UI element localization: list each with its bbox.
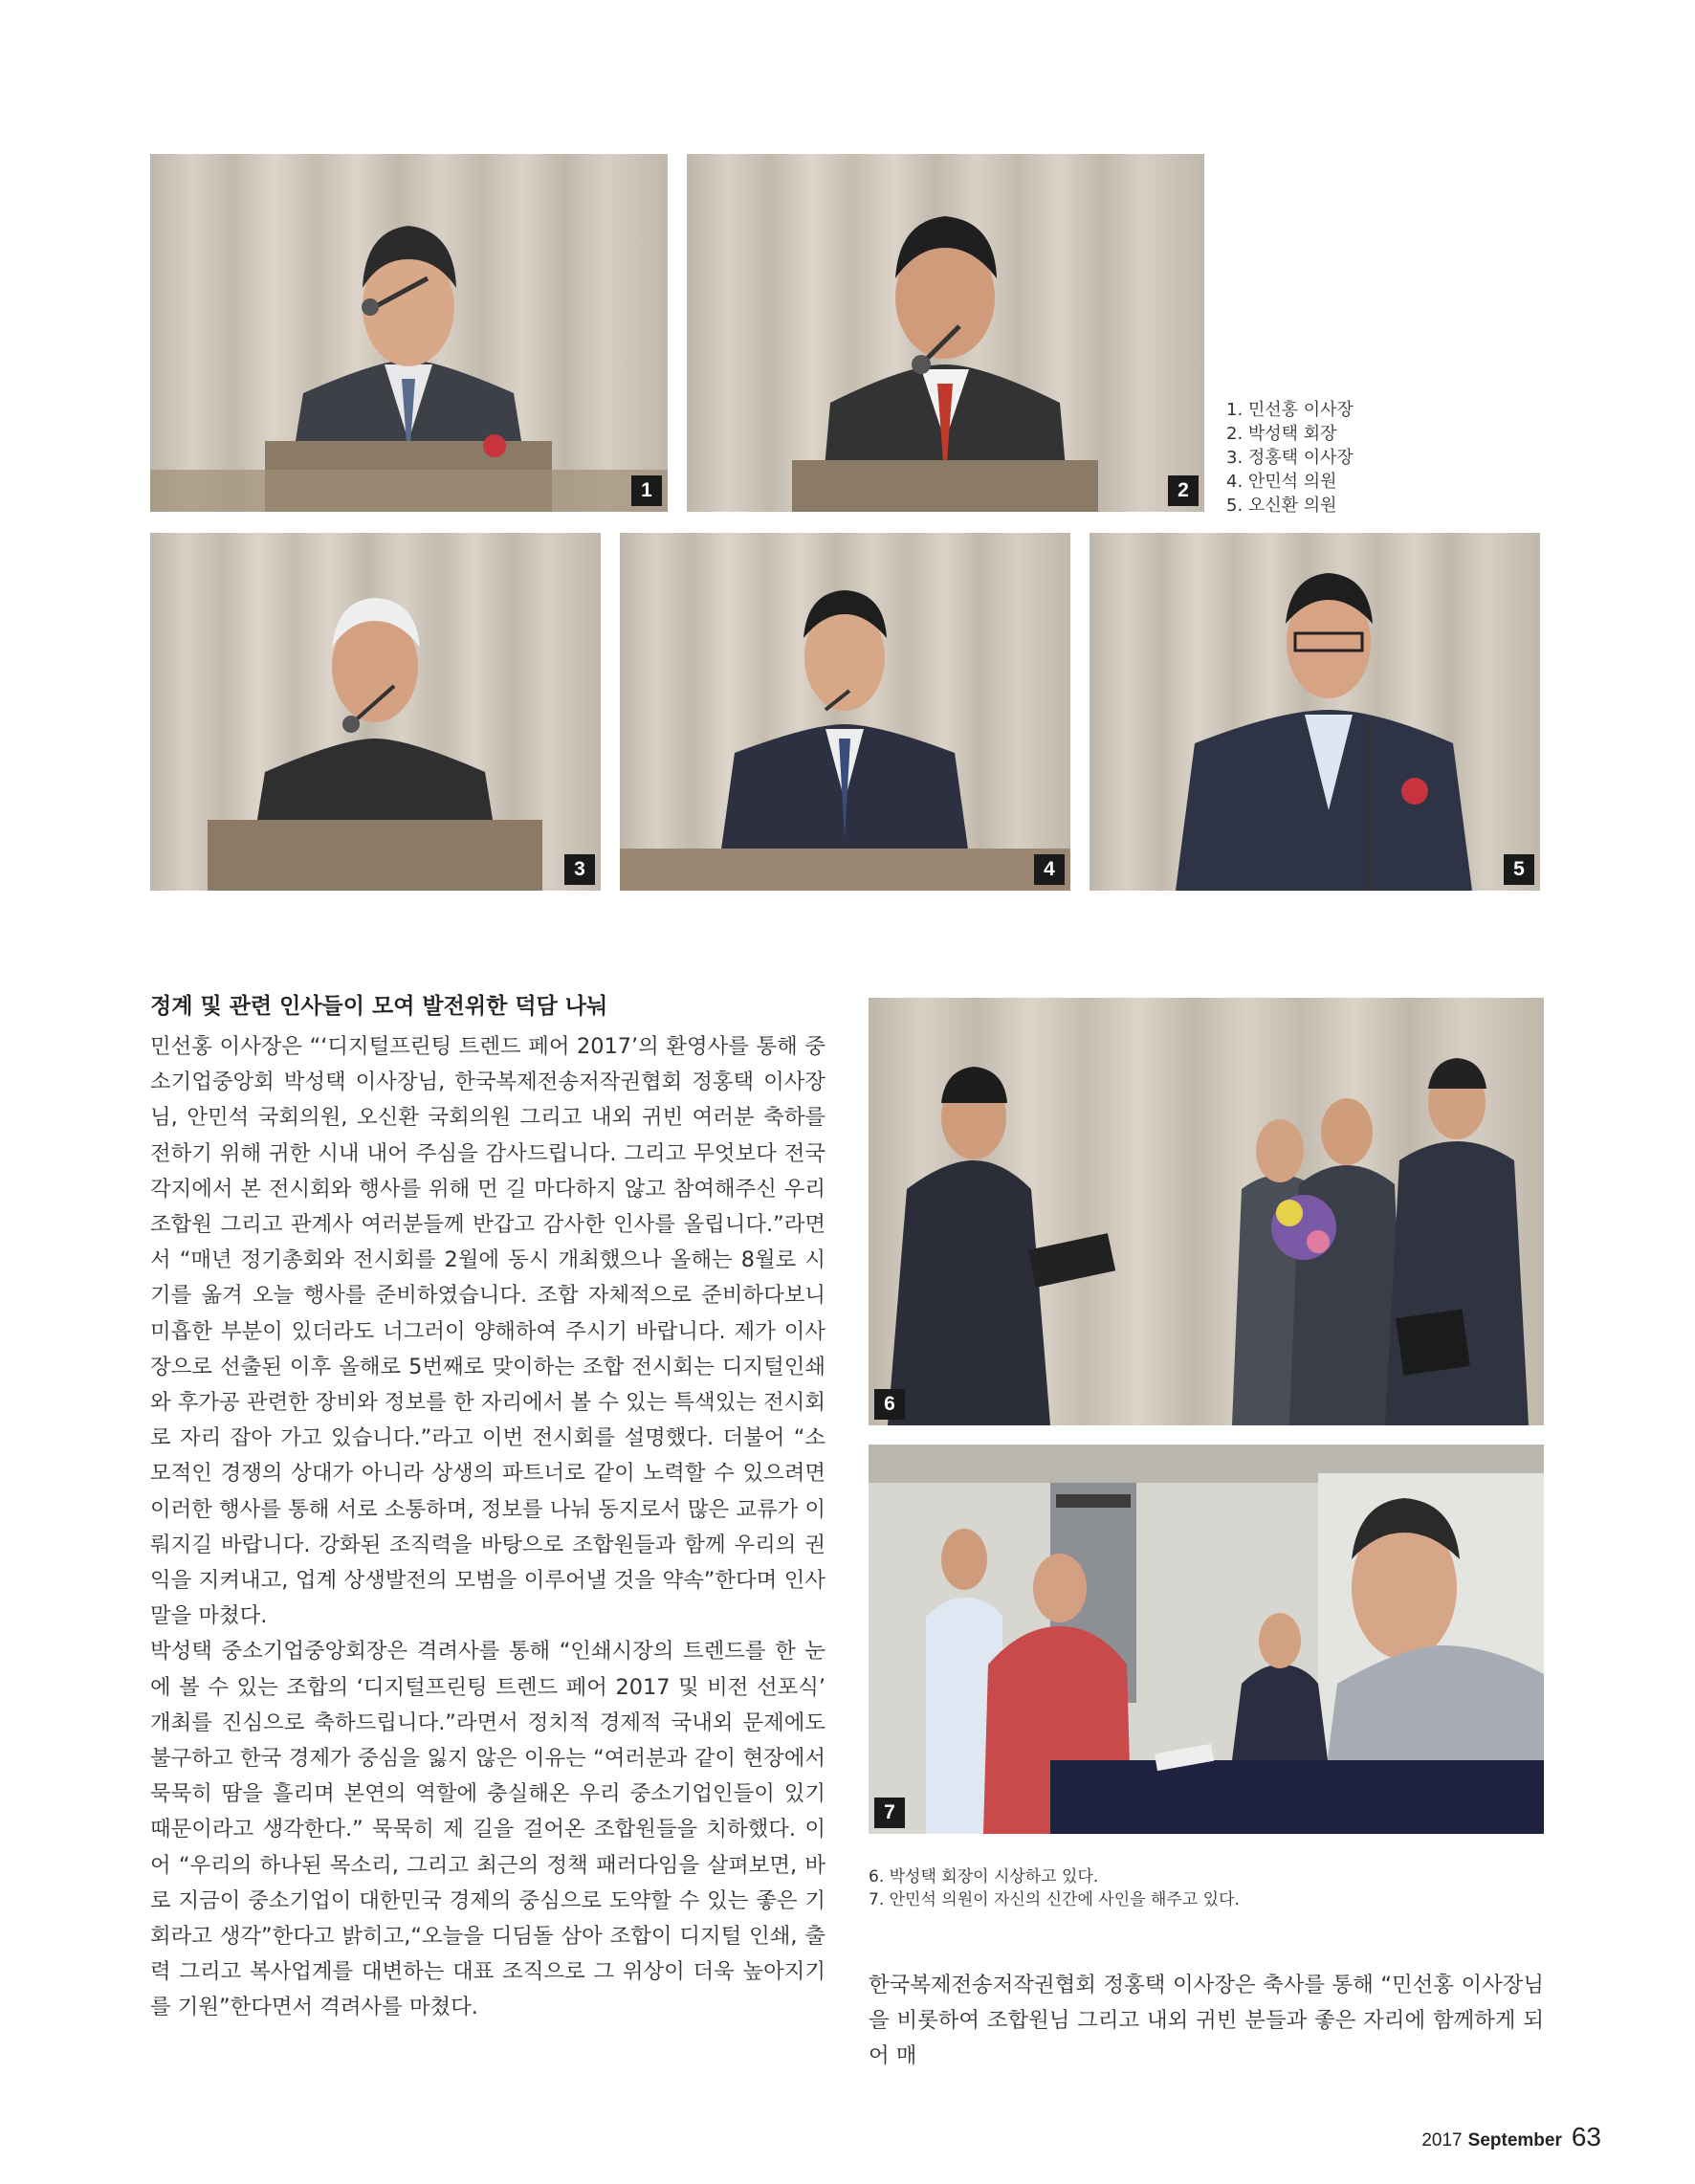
photo-number-badge: 7 xyxy=(874,1798,905,1828)
folio-year: 2017 xyxy=(1421,2130,1463,2151)
article-heading: 정계 및 관련 인사들이 모여 발전위한 덕담 나눠 xyxy=(150,994,608,1019)
article-paragraph-1: 민선홍 이사장은 “‘디지털프린팅 트렌드 페어 2017’의 환영사를 통해 중소기업중앙회 박성택 이사장님, 한국복제전송저작권협회 정홍택 이사장님, 안민석 국회의원, 오신환 국회의원 그리고 내외 귀빈 여러분 축하를 전하기 위해 귀한 시내 내어 주심을 감사드립니다. 그리고 무엇보다 전국 각지에서 본 전시회와 행사를 위해 먼 길 마다하지 않고 참여해주신 우리 조합원 그리고 관계사 여러분들께 반갑고 감사한 인사를 올립니다.”라면서 “매년 정기총회와 전시회를 2월에 동시 개최했으나 올해는 8월로 시기를 옮겨 오늘 행사를 준비하였습니다. 조합 자체적으로 준비하다보니 미흡한 부분이 있더라도 너그러이 양해하여 주시기 바랍니다. 제가 이사장으로 선출된 이후 올해로 5번째로 맞이하는 조합 전시회는 디지털인쇄와 후가공 관련한 장비와 정보를 한 자리에서 볼 수 있는 특색있는 전시회로 자리 잡아 가고 있습니다.”라고 이번 전시회를 설명했다. 더불어 “소모적인 경쟁의 상대가 아니라 상생의 파트너로 같이 노력할 수 있으려면 이러한 행사를 통해 서로 소통하며, 정보를 나눠 동지로서 많은 교류가 이뤄지길 바랍니다. 강화된 조직력을 바탕으로 조합원들과 함께 우리의 권익을 지켜내고, 업계 상생발전의 모범을 이루어낼 것을 약속”한다며 인사말을 마쳤다. xyxy=(150,1034,825,1629)
photo-number-badge: 5 xyxy=(1504,854,1534,885)
caption-1: 1. 민선홍 이사장 xyxy=(1226,400,1354,420)
photo-award-ceremony xyxy=(869,998,1544,1425)
page-folio xyxy=(1421,2122,1601,2152)
speaker-1-image xyxy=(150,154,668,512)
folio-month: September xyxy=(1467,2130,1562,2151)
article-body xyxy=(150,991,825,2026)
caption-5: 5. 오신환 의원 xyxy=(1226,496,1337,516)
speaker-4-image xyxy=(620,533,1070,891)
caption-3: 3. 정홍택 이사장 xyxy=(1226,448,1354,468)
photo-number-badge: 1 xyxy=(631,475,662,506)
book-signing-image xyxy=(869,1445,1544,1834)
caption-6: 6. 박성택 회장이 시상하고 있다. xyxy=(869,1867,1099,1886)
photo-captions xyxy=(1226,398,1354,518)
award-ceremony-image xyxy=(869,998,1544,1425)
photo-number-badge: 3 xyxy=(564,854,595,885)
photo-speaker-1 xyxy=(150,154,668,512)
photo-speaker-5 xyxy=(1090,533,1540,891)
caption-4: 4. 안민석 의원 xyxy=(1226,472,1337,492)
photo-number-badge: 4 xyxy=(1034,854,1065,885)
photo-book-signing xyxy=(869,1445,1544,1834)
photo-speaker-3 xyxy=(150,533,601,891)
page-number: 63 xyxy=(1571,2122,1601,2151)
bottom-photo-captions xyxy=(869,1865,1240,1911)
caption-2: 2. 박성택 회장 xyxy=(1226,424,1337,444)
speaker-2-image xyxy=(687,154,1204,512)
photo-speaker-2 xyxy=(687,154,1204,512)
photo-number-badge: 2 xyxy=(1168,475,1199,506)
speaker-5-image xyxy=(1090,533,1540,891)
article-paragraph-2: 박성택 중소기업중앙회장은 격려사를 통해 “인쇄시장의 트렌드를 한 눈에 볼 수 있는 조합의 ‘디지털프린팅 트렌드 페어 2017 및 비전 선포식’ 개최를 진심으로 축하드립니다.”라면서 정치적 경제적 국내외 문제에도 불구하고 한국 경제가 중심을 잃지 않은 이유는 “여러분과 같이 현장에서 묵묵히 땀을 흘리며 본연의 역할에 충실해온 우리 중소기업인들이 있기 때문이라고 생각한다.” 묵묵히 제 길을 걸어온 조합원들을 치하했다. 이어 “우리의 하나된 목소리, 그리고 최근의 정책 패러다임을 살펴보면, 바로 지금이 중소기업이 대한민국 경제의 중심으로 도약할 수 있는 좋은 기회라고 생각”한다고 밝히고,“오늘을 디딤돌 삼아 조합이 디지털 인쇄, 출력 그리고 복사업계를 대변하는 대표 조직으로 그 위상이 더욱 높아지기를 기원”한다면서 격려사를 마쳤다. xyxy=(150,1639,825,2020)
speaker-3-image xyxy=(150,533,601,891)
caption-7: 7. 안민석 의원이 자신의 신간에 사인을 해주고 있다. xyxy=(869,1890,1240,1909)
photo-speaker-4 xyxy=(620,533,1070,891)
photo-number-badge: 6 xyxy=(874,1389,905,1420)
article-continuation: 한국복제전송저작권협회 정홍택 이사장은 축사를 통해 “민선홍 이사장님을 비롯하여 조합원님 그리고 내외 귀빈 분들과 좋은 자리에 함께하게 되어 매 xyxy=(869,1973,1544,2069)
